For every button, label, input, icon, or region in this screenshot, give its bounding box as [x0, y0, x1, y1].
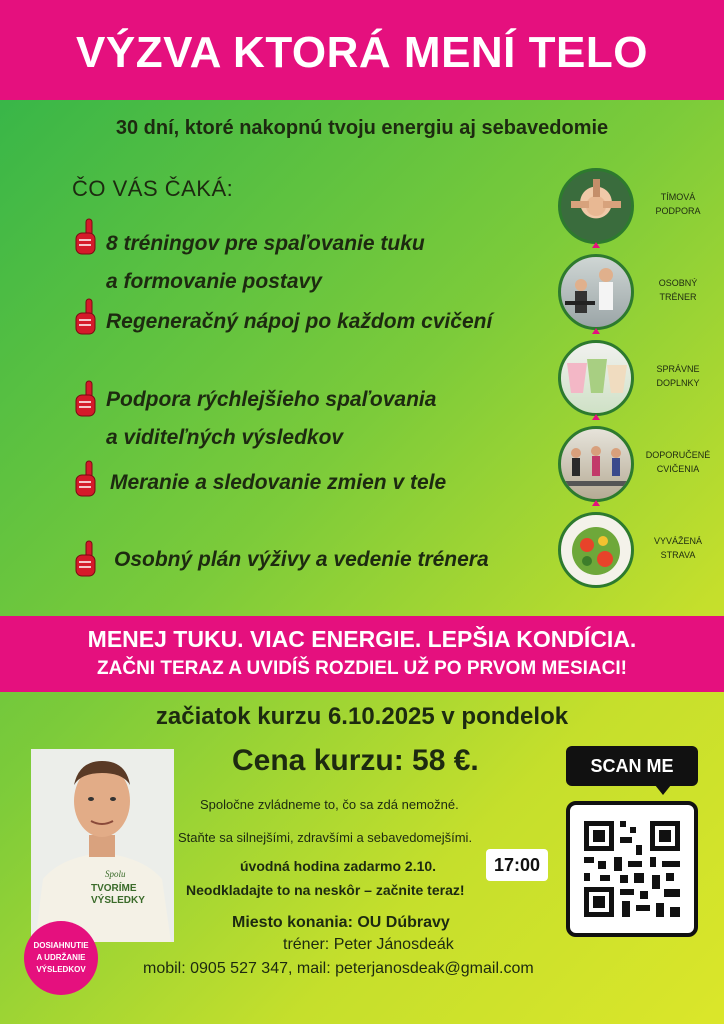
speech-tip-icon: [655, 785, 671, 795]
qr-code-icon: [570, 805, 694, 933]
page-title: VÝZVA KTORÁ MENÍ TELO: [76, 28, 648, 77]
course-start: začiatok kurzu 6.10.2025 v pondelok: [155, 703, 569, 730]
benefit-item: Regeneračný nápoj po každom cvičení: [106, 310, 493, 333]
scan-me-label: SCAN ME: [566, 746, 698, 786]
shirt-text-2: VÝSLEDKY: [91, 895, 145, 906]
pointing-hand-icon: [72, 460, 98, 498]
connector-arrow-icon: [592, 500, 600, 506]
intro-lesson: úvodná hodina zadarmo 2.10.: [240, 858, 437, 874]
balanced-diet-photo: [558, 512, 634, 588]
trainer-name: tréner: Peter Jánosdeák: [283, 936, 454, 953]
pointing-hand-icon: [72, 218, 98, 256]
benefit-item: Osobný plán výživy a vedenie trénera: [114, 548, 489, 571]
call-to-action: Neodkladajte to na neskôr – začnite teraz!: [186, 882, 465, 898]
slogan-line1: MENEJ TUKU. VIAC ENERGIE. LEPŠIA KONDÍCIA.: [87, 626, 637, 652]
contact-info: mobil: 0905 527 347, mail: peterjanosdeak@gmail.com: [143, 960, 534, 977]
personal-trainer-photo: [558, 254, 634, 330]
benefit-item: Meranie a sledovanie zmien v tele: [110, 471, 447, 494]
course-price: Cena kurzu: 58 €.: [232, 744, 479, 777]
exercises-photo: [558, 426, 634, 502]
team-support-photo: [558, 168, 634, 244]
benefit-item: 8 tréningov pre spaľovanie tuku: [106, 232, 425, 255]
shirt-text-1: TVORÍME: [91, 883, 137, 894]
intro-time: 17:00: [486, 849, 548, 881]
motto-line: Staňte sa silnejšími, zdravšími a sebavedomejšími.: [178, 830, 473, 845]
feature-label: VYVÁŽENÁ STRAVA: [653, 536, 702, 560]
feature-label: OSOBNÝ TRÉNER: [658, 278, 698, 302]
motto-line: Spoločne zvládneme to, čo sa zdá nemožné.: [200, 797, 459, 812]
results-badge: DOSIAHNUTIE A UDRŽANIE VÝSLEDKOV: [24, 921, 98, 995]
subtitle: 30 dní, ktoré nakopnú tvoju energiu aj sebavedomie: [115, 117, 609, 139]
title-band: [0, 0, 724, 100]
trainer-photo: [31, 749, 174, 942]
pointing-hand-icon: [72, 380, 98, 418]
benefits-heading: ČO VÁS ČAKÁ:: [72, 176, 234, 201]
connector-arrow-icon: [592, 414, 600, 420]
feature-label: TÍMOVÁ PODPORA: [655, 192, 701, 216]
connector-arrow-icon: [592, 242, 600, 248]
pointing-hand-icon: [72, 540, 98, 578]
feature-label: SPRÁVNE DOPLNKY: [656, 364, 700, 388]
benefit-item: Podpora rýchlejšieho spaľovania: [106, 388, 437, 411]
venue: Miesto konania: OU Dúbravy: [232, 914, 450, 931]
supplements-photo: [558, 340, 634, 416]
qr-code[interactable]: [566, 801, 698, 937]
benefit-item: a formovanie postavy: [106, 270, 322, 293]
slogan-band: [0, 616, 724, 692]
benefit-item: a viditeľných výsledkov: [106, 426, 344, 449]
connector-arrow-icon: [592, 328, 600, 334]
pointing-hand-icon: [72, 298, 98, 336]
feature-label: DOPORUČENÉ CVIČENIA: [645, 450, 711, 474]
slogan-line2: ZAČNI TERAZ A UVIDÍŠ ROZDIEL UŽ PO PRVOM MESIACI!: [97, 658, 627, 679]
shirt-script-text: Spolu: [105, 869, 126, 879]
